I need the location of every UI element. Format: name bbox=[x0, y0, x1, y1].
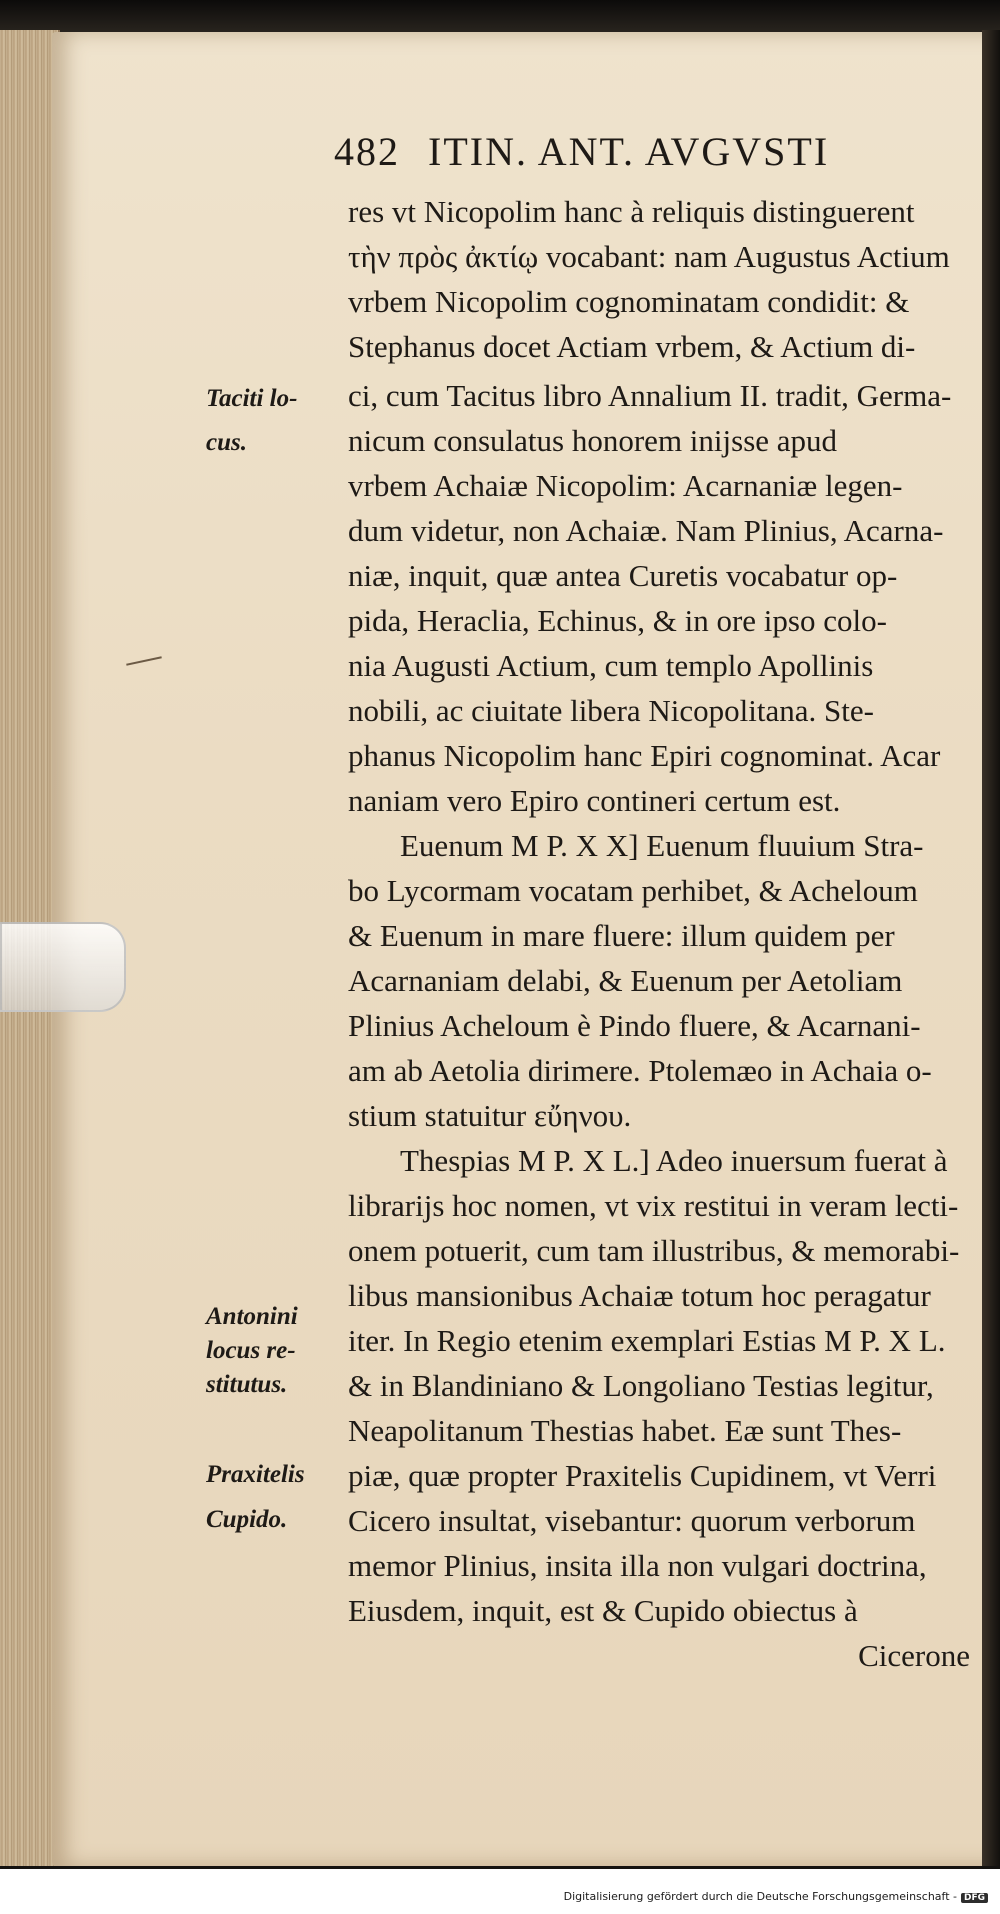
body-line: phanus Nicopolim hanc Epiri cognominat. Acar bbox=[348, 738, 941, 773]
body-line: τὴν πρὸς ἀκτίῳ vocabant: nam Augustus Actium bbox=[348, 239, 950, 274]
body-line: Stephanus docet Actiam vrbem, & Actium di- bbox=[348, 329, 916, 364]
page-number: 482 bbox=[334, 129, 400, 174]
body-line: librarijs hoc nomen, vt vix restitui in veram lecti- bbox=[348, 1188, 959, 1223]
body-line: onem potuerit, cum tam illustribus, & memorabi- bbox=[348, 1233, 960, 1268]
margin-note: Praxitelis bbox=[206, 1461, 305, 1488]
body-line: Eiusdem, inquit, est & Cupido obiectus à bbox=[348, 1593, 858, 1628]
footer-credit bbox=[564, 1890, 988, 1903]
body-line: nobili, ac ciuitate libera Nicopolitana. Ste- bbox=[348, 693, 874, 728]
body-line: memor Plinius, insita illa non vulgari doctrina, bbox=[348, 1548, 927, 1583]
margin-note: Cupido. bbox=[206, 1506, 288, 1533]
body-line: niæ, inquit, quæ antea Curetis vocabatur op- bbox=[348, 558, 898, 593]
body-line: Neapolitanum Thestias habet. Eæ sunt Thes- bbox=[348, 1413, 902, 1448]
body-line: & in Blandiniano & Longoliano Testias legitur, bbox=[348, 1368, 934, 1403]
body-line: iter. In Regio etenim exemplari Estias M P. X L. bbox=[348, 1323, 946, 1358]
body-line: stium statuitur εὔηνου. bbox=[348, 1098, 632, 1133]
page-clip bbox=[0, 922, 126, 1012]
margin-note: stitutus. bbox=[206, 1371, 288, 1398]
body-line: vrbem Nicopolim cognominatam condidit: & bbox=[348, 284, 910, 319]
footer-credit-text: Digitalisierung gefördert durch die Deutsche Forschungsgemeinschaft - bbox=[563, 1890, 957, 1903]
body-line: vrbem Achaiæ Nicopolim: Acarnaniæ legen- bbox=[348, 468, 903, 503]
running-title: ITIN. ANT. AVGVSTI bbox=[428, 129, 830, 174]
body-line: am ab Aetolia dirimere. Ptolemæo in Achaia o- bbox=[348, 1053, 932, 1088]
body-line: & Euenum in mare fluere: illum quidem per bbox=[348, 918, 895, 953]
page-header bbox=[334, 128, 829, 175]
body-line: piæ, quæ propter Praxitelis Cupidinem, vt Verri bbox=[348, 1458, 937, 1493]
body-line: Plinius Acheloum è Pindo fluere, & Acarnani- bbox=[348, 1008, 921, 1043]
dfg-logo-icon: DFG bbox=[961, 1893, 988, 1903]
body-line: libus mansionibus Achaiæ totum hoc peragatur bbox=[348, 1278, 931, 1313]
book-cover-edge bbox=[982, 30, 1000, 1870]
body-line: nicum consulatus honorem inijsse apud bbox=[348, 423, 838, 458]
body-line: naniam vero Epiro contineri certum est. bbox=[348, 783, 841, 818]
catchword: Cicerone bbox=[858, 1638, 970, 1673]
top-shadow bbox=[0, 0, 1000, 34]
margin-note: cus. bbox=[206, 429, 247, 456]
body-line: pida, Heraclia, Echinus, & in ore ipso colo- bbox=[348, 603, 887, 638]
body-line: nia Augusti Actium, cum templo Apollinis bbox=[348, 648, 874, 683]
body-line: dum videtur, non Achaiæ. Nam Plinius, Acarna- bbox=[348, 513, 944, 548]
body-line: Acarnaniam delabi, & Euenum per Aetoliam bbox=[348, 963, 903, 998]
body-line: Cicero insultat, visebantur: quorum verborum bbox=[348, 1503, 916, 1538]
margin-note: Antonini bbox=[206, 1303, 298, 1330]
body-line: Thespias M P. X L.] Adeo inuersum fuerat à bbox=[400, 1143, 948, 1178]
body-line: Euenum M P. X X] Euenum fluuium Stra- bbox=[400, 828, 924, 863]
body-line: ci, cum Tacitus libro Annalium II. tradit, Germa- bbox=[348, 378, 952, 413]
margin-note: locus re- bbox=[206, 1337, 296, 1364]
body-line: res vt Nicopolim hanc à reliquis distinguerent bbox=[348, 194, 915, 229]
body-line: bo Lycormam vocatam perhibet, & Acheloum bbox=[348, 873, 918, 908]
margin-note: Taciti lo- bbox=[206, 385, 298, 412]
